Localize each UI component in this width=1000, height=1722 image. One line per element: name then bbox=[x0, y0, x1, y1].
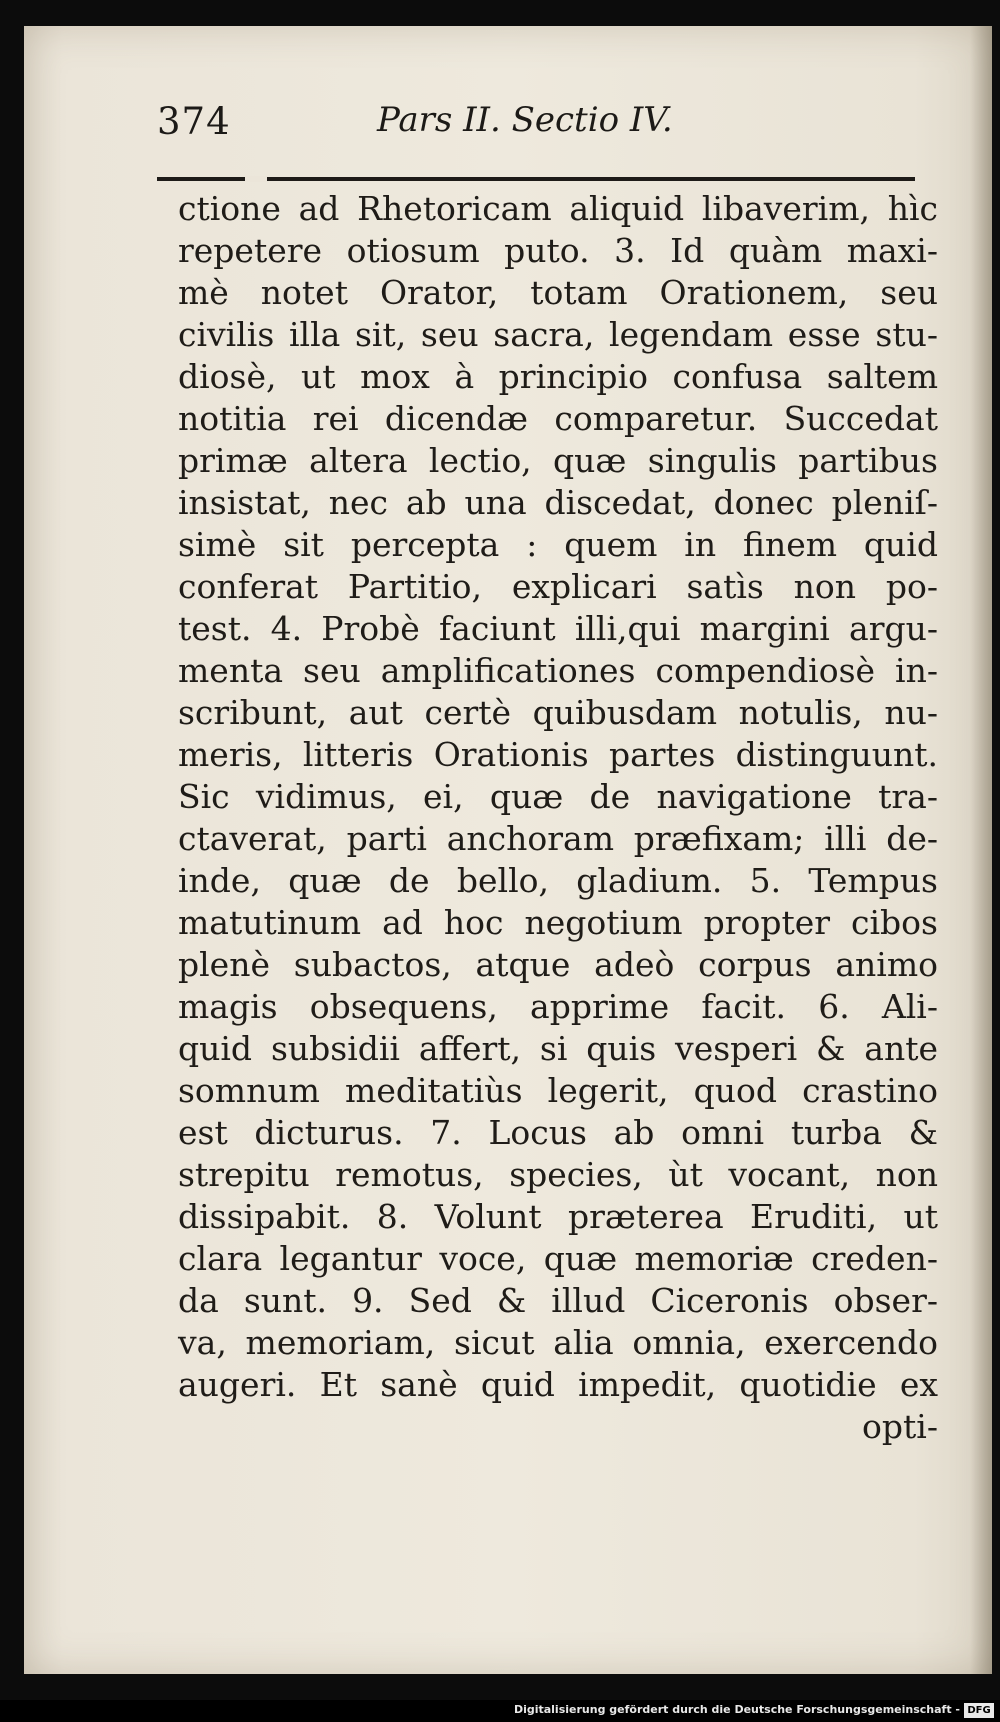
running-head: Pars II. Sectio IV. bbox=[377, 100, 673, 140]
page-header bbox=[157, 92, 927, 152]
text-line: menta seu amplificationes compendiosè in- bbox=[178, 651, 938, 690]
text-line: augeri. Et sanè quid impedit, quotidie ex bbox=[178, 1365, 938, 1404]
text-line: da sunt. 9. Sed & illud Ciceronis obser- bbox=[178, 1281, 938, 1320]
text-line: strepitu remotus, species, ùt vocant, non bbox=[178, 1155, 938, 1194]
text-line: mè notet Orator, totam Orationem, seu bbox=[178, 273, 938, 312]
text-line: plenè subactos, atque adeò corpus animo bbox=[178, 945, 938, 984]
text-line: primæ altera lectio, quæ singulis partibus bbox=[178, 441, 938, 480]
text-line: ctione ad Rhetoricam aliquid libaverim, hìc bbox=[178, 189, 938, 228]
page-edge-shadow bbox=[970, 26, 992, 1674]
header-rule bbox=[157, 177, 915, 181]
header-rule-gap bbox=[245, 176, 267, 182]
text-line: est dicturus. 7. Locus ab omni turba & bbox=[178, 1113, 938, 1152]
text-line: Sic vidimus, ei, quæ de navigatione tra- bbox=[178, 777, 938, 816]
text-line: test. 4. Probè faciunt illi,qui margini argu- bbox=[178, 609, 938, 648]
text-line: scribunt, aut certè quibusdam notulis, nu- bbox=[178, 693, 938, 732]
body-text bbox=[178, 188, 938, 1448]
text-line: somnum meditatiùs legerit, quod crastino bbox=[178, 1071, 938, 1110]
text-line: conferat Partitio, explicari satìs non po- bbox=[178, 567, 938, 606]
catchword: opti- bbox=[862, 1407, 938, 1446]
text-line: notitia rei dicendæ comparetur. Succedat bbox=[178, 399, 938, 438]
text-line: ctaverat, parti anchoram præfixam; illi de- bbox=[178, 819, 938, 858]
dfg-logo: DFG bbox=[964, 1703, 994, 1718]
text-line: civilis illa sit, seu sacra, legendam esse stu- bbox=[178, 315, 938, 354]
text-line: inde, quæ de bello, gladium. 5. Tempus bbox=[178, 861, 938, 900]
text-line: dissipabit. 8. Volunt præterea Eruditi, ut bbox=[178, 1197, 938, 1236]
text-line: meris, litteris Orationis partes distinguunt. bbox=[178, 735, 938, 774]
text-line: repetere otiosum puto. 3. Id quàm maxi- bbox=[178, 231, 938, 270]
text-line: simè sit percepta : quem in finem quid bbox=[178, 525, 938, 564]
text-line: magis obsequens, apprime facit. 6. Ali- bbox=[178, 987, 938, 1026]
text-line: insistat, nec ab una discedat, donec pleniſ- bbox=[178, 483, 938, 522]
text-line: matutinum ad hoc negotium propter cibos bbox=[178, 903, 938, 942]
text-line: clara legantur voce, quæ memoriæ creden- bbox=[178, 1239, 938, 1278]
text-line: diosè, ut mox à principio confusa saltem bbox=[178, 357, 938, 396]
page-number: 374 bbox=[157, 100, 231, 143]
text-line: quid subsidii affert, si quis vesperi & ante bbox=[178, 1029, 938, 1068]
text-line: va, memoriam, sicut alia omnia, exercendo bbox=[178, 1323, 938, 1362]
digitization-credit: Digitalisierung gefördert durch die Deutsche Forschungsgemeinschaft - bbox=[513, 1703, 960, 1716]
